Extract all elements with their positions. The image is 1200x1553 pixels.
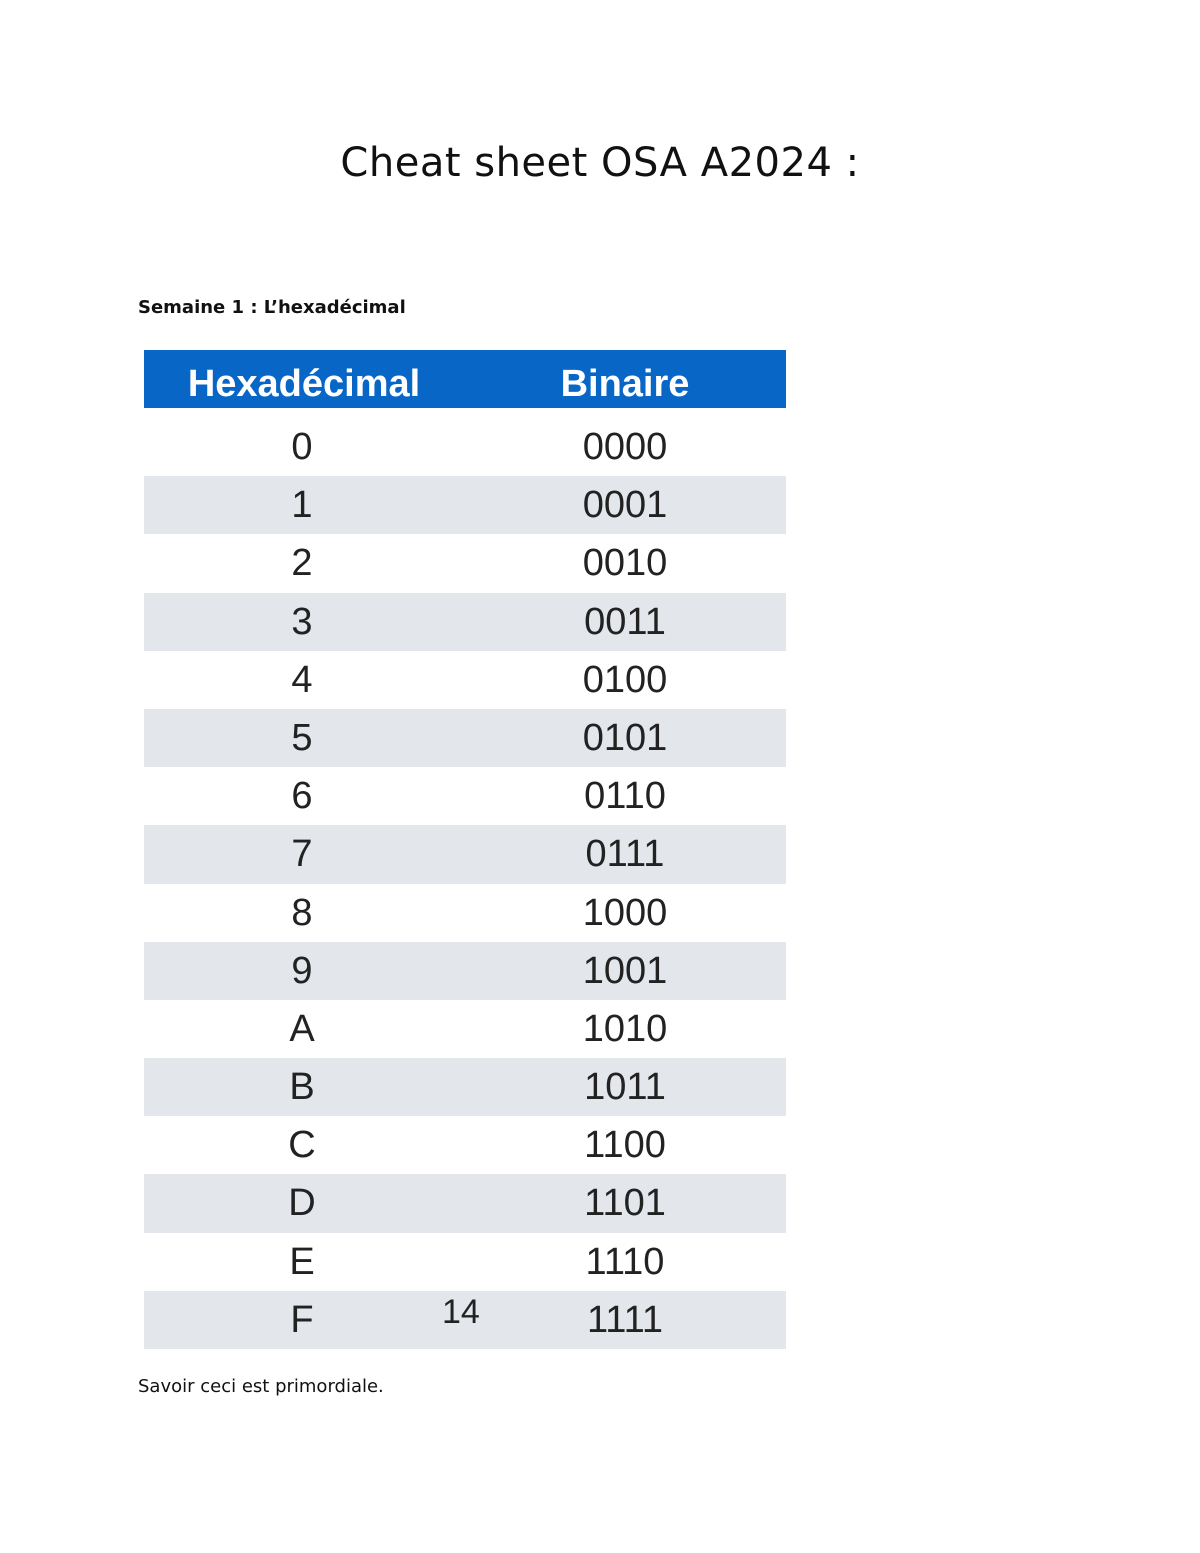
binary-cell: 0101 [582,716,668,759]
table-row [144,884,786,942]
footer-note: Savoir ceci est primordiale. [138,1376,384,1397]
binary-cell: 0110 [584,775,666,818]
hex-cell: B [289,1066,315,1109]
binary-cell: 1111 [586,1298,664,1341]
binary-cell: 0011 [584,600,666,643]
table-row [144,942,786,1000]
hex-cell: F [290,1298,314,1341]
binary-cell: 1011 [584,1066,666,1109]
table-row [144,534,786,592]
hex-cell: 6 [291,775,313,818]
binary-cell: 0111 [585,833,665,876]
table-header [144,350,786,408]
table-row [144,1000,786,1058]
table-row [144,651,786,709]
page-number: 14 [442,1293,480,1331]
table-row [144,825,786,883]
binary-cell: 0001 [582,484,668,527]
binary-cell: 1100 [584,1124,666,1167]
table-row [144,709,786,767]
section-heading: Semaine 1 : L’hexadécimal [138,297,406,318]
hex-cell: 2 [291,542,313,585]
hex-cell: C [288,1124,316,1167]
binary-cell: 1010 [582,1007,668,1050]
hex-cell: 8 [291,891,313,934]
hex-cell: 4 [291,658,313,701]
table-body [144,418,786,1349]
table-row [144,767,786,825]
hex-cell: 7 [291,833,313,876]
binary-cell: 0100 [582,658,668,701]
hex-cell: 5 [291,716,313,759]
table-row [144,1174,786,1232]
binary-cell: 1001 [582,949,668,992]
table-row [144,1116,786,1174]
table-row [144,1233,786,1291]
binary-cell: 1000 [582,891,668,934]
hex-cell: 9 [291,949,313,992]
binary-cell: 1101 [584,1182,666,1225]
header-hexadecimal: Hexadécimal [187,363,421,405]
table-row [144,418,786,476]
header-binaire: Binaire [560,363,690,405]
hex-binary-table [144,350,786,1349]
binary-cell: 1110 [585,1240,665,1283]
binary-cell: 0000 [582,426,668,468]
hex-cell: 0 [291,426,313,468]
table-row [144,476,786,534]
hex-cell: 3 [291,600,313,643]
hex-cell: A [289,1007,315,1050]
table-row [144,1058,786,1116]
header-gap [144,408,786,418]
hex-cell: D [288,1182,316,1225]
table-row [144,593,786,651]
hex-cell: 1 [291,484,313,527]
hex-cell: E [289,1240,315,1283]
binary-cell: 0010 [582,542,668,585]
page-title: Cheat sheet OSA A2024 : [340,140,860,186]
